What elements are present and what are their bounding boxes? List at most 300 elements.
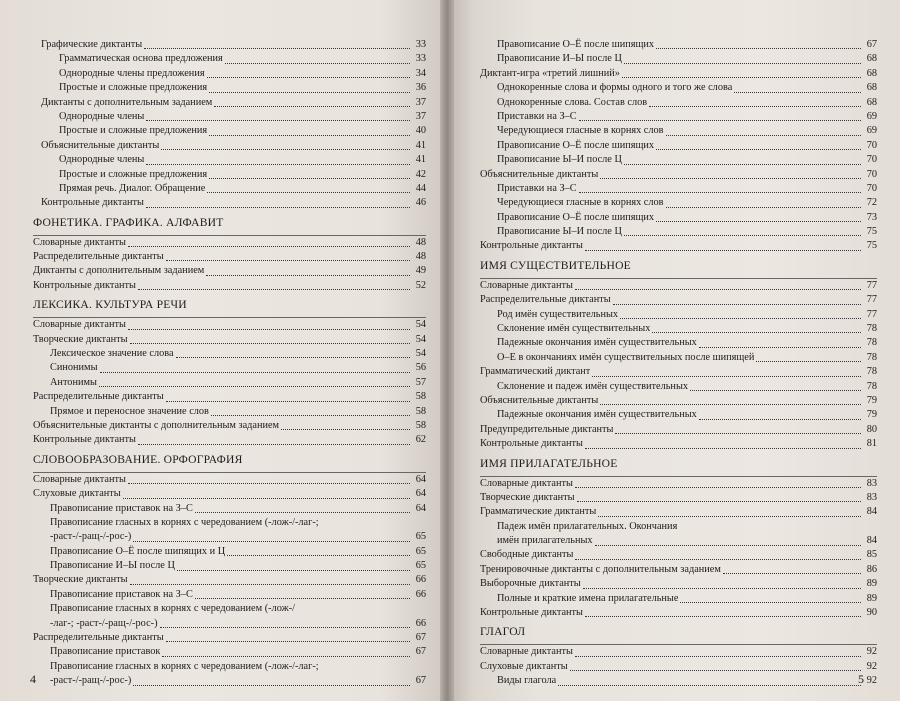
dot-leader — [195, 598, 410, 599]
dot-leader — [161, 149, 410, 150]
toc-entry-page: 92 — [866, 675, 877, 687]
toc-entry-page: 89 — [866, 578, 877, 590]
toc-entry-page: 37 — [415, 96, 426, 108]
dot-leader — [579, 192, 861, 193]
toc-entry-page: 44 — [415, 182, 426, 194]
dot-leader — [225, 63, 410, 64]
toc-entry — [33, 376, 426, 390]
toc-entry — [33, 487, 426, 501]
toc-entry-title: Простые и сложные предложения — [59, 168, 208, 180]
dot-leader — [281, 429, 410, 430]
toc-entry — [480, 153, 877, 167]
toc-entry — [33, 153, 426, 167]
toc-entry-title: Правописание приставок на З–С — [50, 502, 193, 514]
toc-entry — [480, 196, 877, 210]
left-page — [0, 0, 447, 701]
dot-leader — [227, 555, 410, 556]
toc-entry-page: 70 — [866, 168, 877, 180]
toc-entry — [33, 96, 426, 110]
toc-entry — [33, 52, 426, 66]
dot-leader — [214, 106, 410, 107]
toc-entry-page: 84 — [866, 506, 877, 518]
toc-entry — [33, 196, 426, 210]
toc-entry-page: 48 — [415, 251, 426, 263]
toc-entry-title: Распределительные диктанты — [480, 294, 611, 306]
toc-entry-title: Объяснительные диктанты с дополнительным заданием — [33, 419, 280, 431]
toc-entry-page: 78 — [866, 351, 877, 363]
dot-leader — [160, 627, 410, 628]
toc-entry-title: Правописание Ы–И после Ц — [497, 154, 622, 166]
toc-entry-title: Виды глагола — [497, 675, 557, 687]
toc-entry-page: 78 — [866, 366, 877, 378]
toc-entry-title: Словарные диктанты — [480, 279, 573, 291]
section-heading: ИМЯ ПРИЛАГАТЕЛЬНОЕ — [480, 454, 877, 477]
toc-entry-page: 83 — [866, 491, 877, 503]
toc-entry — [33, 347, 426, 361]
toc-entry-page: 48 — [415, 236, 426, 248]
toc-entry-page: 68 — [866, 82, 877, 94]
toc-entry-title: имён прилагательных — [497, 535, 593, 547]
toc-entry — [480, 549, 877, 563]
toc-entry — [480, 351, 877, 365]
dot-leader — [652, 332, 861, 333]
toc-entry-title: Однокоренные слова. Состав слов — [497, 96, 648, 108]
toc-entry — [33, 545, 426, 559]
dot-leader — [577, 501, 861, 502]
toc-entry — [33, 110, 426, 124]
toc-entry-continued — [33, 516, 426, 530]
toc-entry-continued — [480, 520, 877, 534]
toc-entry-title: Простые и сложные предложения — [59, 125, 208, 137]
toc-entry — [480, 336, 877, 350]
toc-entry — [480, 322, 877, 336]
toc-entry — [480, 67, 877, 81]
toc-entry — [480, 96, 877, 110]
toc-entry — [480, 592, 877, 606]
toc-entry — [480, 139, 877, 153]
toc-entry-title: Тренировочные диктанты с дополнительным заданием — [480, 563, 721, 575]
toc-entry-title: Диктанты с дополнительным заданием — [33, 265, 205, 277]
dot-leader — [209, 92, 410, 93]
toc-entry — [480, 168, 877, 182]
toc-entry-page: 70 — [866, 139, 877, 151]
toc-entry — [480, 38, 877, 52]
dot-leader — [128, 246, 410, 247]
toc-entry — [33, 631, 426, 645]
toc-entry-title: Падежные окончания имён существительных — [497, 337, 697, 349]
toc-entry — [33, 559, 426, 573]
toc-entry-page: 65 — [415, 560, 426, 572]
toc-entry — [480, 52, 877, 66]
toc-entry-page: 66 — [415, 574, 426, 586]
toc-entry — [480, 365, 877, 379]
toc-entry-page: 42 — [415, 168, 426, 180]
toc-entry — [480, 380, 877, 394]
toc-entry — [480, 423, 877, 437]
toc-entry-page: 58 — [415, 391, 426, 403]
toc-entry-page: 72 — [866, 197, 877, 209]
toc-entry — [33, 617, 426, 631]
toc-entry-title: Контрольные диктанты — [33, 279, 136, 291]
dot-leader — [575, 487, 861, 488]
dot-leader — [133, 685, 410, 686]
toc-entry-page: 81 — [866, 438, 877, 450]
toc-entry-title: Полные и краткие имена прилагательные — [497, 592, 679, 604]
toc-entry-title: Правописание О–Ё после шипящих — [497, 139, 655, 151]
toc-entry-title: Приставки на З–С — [497, 182, 577, 194]
toc-entry-page: 90 — [866, 607, 877, 619]
toc-entry — [33, 473, 426, 487]
dot-leader — [622, 77, 861, 78]
table-of-contents-right — [480, 38, 877, 689]
dot-leader — [699, 347, 861, 348]
toc-entry — [480, 225, 877, 239]
toc-entry-title: -раст-/-ращ-/-рос-) — [50, 675, 132, 687]
toc-entry-page: 73 — [866, 211, 877, 223]
toc-entry — [480, 577, 877, 591]
toc-entry-title: Словарные диктанты — [33, 236, 126, 248]
toc-entry — [33, 645, 426, 659]
toc-entry-title: Склонение и падеж имён существительных — [497, 380, 689, 392]
dot-leader — [128, 483, 410, 484]
toc-entry — [33, 279, 426, 293]
toc-entry-title: О–Е в окончаниях имён существительных после шипящей — [497, 351, 755, 363]
toc-entry-page: 79 — [866, 394, 877, 406]
dot-leader — [583, 588, 861, 589]
toc-entry-page: 68 — [866, 53, 877, 65]
toc-entry-page: 79 — [866, 409, 877, 421]
toc-entry — [480, 239, 877, 253]
toc-entry-title: Распределительные диктанты — [33, 632, 164, 644]
toc-entry — [33, 318, 426, 332]
toc-entry-title: Грамматический диктант — [480, 366, 591, 378]
toc-entry — [480, 606, 877, 620]
dot-leader — [600, 178, 861, 179]
dot-leader — [579, 120, 861, 121]
toc-entry-page: 80 — [866, 423, 877, 435]
toc-entry-title: Правописание О–Ё после шипящих — [497, 211, 655, 223]
toc-entry-page: 77 — [866, 294, 877, 306]
toc-entry — [480, 505, 877, 519]
toc-entry — [480, 279, 877, 293]
dot-leader — [206, 275, 410, 276]
toc-entry-page: 52 — [415, 279, 426, 291]
toc-entry-title: Правописание приставок — [50, 646, 161, 658]
toc-entry-page: 64 — [415, 488, 426, 500]
toc-entry-title: Творческие диктанты — [33, 574, 128, 586]
dot-leader — [144, 48, 410, 49]
dot-leader — [613, 304, 861, 305]
page-number-left: 4 — [30, 672, 36, 686]
toc-entry — [480, 477, 877, 491]
toc-entry-title: Правописание приставок на З–С — [50, 588, 193, 600]
toc-entry-title: Синонимы — [50, 362, 98, 374]
dot-leader — [680, 602, 861, 603]
toc-entry — [480, 534, 877, 548]
toc-entry — [480, 645, 877, 659]
toc-entry-page: 78 — [866, 337, 877, 349]
dot-leader — [166, 260, 410, 261]
toc-entry-title: Графические диктанты — [41, 38, 143, 50]
toc-entry-continued — [33, 660, 426, 674]
dot-leader — [600, 404, 861, 405]
toc-entry-page: 65 — [415, 531, 426, 543]
toc-entry-title: Распределительные диктанты — [33, 251, 164, 263]
toc-entry-page: 54 — [415, 319, 426, 331]
toc-entry-title: Контрольные диктанты — [480, 607, 583, 619]
toc-entry-title: Выборочные диктанты — [480, 578, 581, 590]
toc-entry — [33, 574, 426, 588]
section-heading: ЛЕКСИКА. КУЛЬТУРА РЕЧИ — [33, 295, 426, 318]
toc-entry-page: 78 — [866, 380, 877, 392]
toc-entry-title: Объяснительные диктанты — [480, 394, 599, 406]
toc-entry — [33, 67, 426, 81]
toc-entry-title: Словарные диктанты — [480, 646, 573, 658]
dot-leader — [624, 235, 861, 236]
dot-leader — [209, 135, 410, 136]
dot-leader — [162, 656, 410, 657]
dot-leader — [723, 573, 861, 574]
dot-leader — [656, 48, 861, 49]
toc-entry-title: Однородные члены — [59, 154, 145, 166]
toc-entry-page: 70 — [866, 182, 877, 194]
toc-entry-title: Прямое и переносное значение слов — [50, 405, 209, 417]
dot-leader — [592, 376, 861, 377]
toc-entry-page: 57 — [415, 376, 426, 388]
toc-entry — [480, 408, 877, 422]
toc-entry-page: 78 — [866, 323, 877, 335]
toc-entry — [480, 674, 877, 688]
dot-leader — [209, 178, 410, 179]
toc-entry-page: 33 — [415, 38, 426, 50]
toc-entry-page: 54 — [415, 333, 426, 345]
toc-entry-page: 92 — [866, 660, 877, 672]
toc-entry-title: Правописание гласных в корнях с чередованием (-лож-/-лаг-; — [50, 660, 319, 672]
dot-leader — [575, 289, 861, 290]
dot-leader — [138, 289, 410, 290]
toc-entry — [33, 81, 426, 95]
toc-entry-page: 41 — [415, 154, 426, 166]
toc-entry-page: 77 — [866, 308, 877, 320]
dot-leader — [146, 164, 410, 165]
toc-entry-page: 36 — [415, 82, 426, 94]
dot-leader — [656, 149, 861, 150]
toc-entry-page: 41 — [415, 139, 426, 151]
dot-leader — [570, 670, 861, 671]
toc-entry-page: 70 — [866, 154, 877, 166]
toc-entry-page: 62 — [415, 434, 426, 446]
toc-entry-title: Контрольные диктанты — [480, 438, 583, 450]
toc-entry-page: 40 — [415, 125, 426, 137]
toc-entry-title: Простые и сложные предложения — [59, 82, 208, 94]
toc-entry-title: Грамматические диктанты — [480, 506, 597, 518]
dot-leader — [585, 448, 861, 449]
toc-entry-title: Контрольные диктанты — [33, 434, 136, 446]
toc-entry-title: Предупредительные диктанты — [480, 423, 614, 435]
toc-entry-title: Склонение имён существительных — [497, 323, 651, 335]
section-heading: ИМЯ СУЩЕСТВИТЕЛЬНОЕ — [480, 256, 877, 279]
toc-entry-title: Антонимы — [50, 376, 97, 388]
dot-leader — [133, 541, 410, 542]
toc-entry-title: Правописание Ы–И после Ц — [497, 226, 622, 238]
toc-entry — [480, 81, 877, 95]
toc-entry-title: -раст-/-ращ-/-рос-) — [50, 531, 132, 543]
toc-entry-page: 66 — [415, 617, 426, 629]
dot-leader — [595, 545, 861, 546]
toc-entry — [33, 38, 426, 52]
toc-entry — [33, 250, 426, 264]
toc-entry-title: Падежные окончания имён существительных — [497, 409, 697, 421]
toc-entry-page: 37 — [415, 110, 426, 122]
dot-leader — [756, 361, 861, 362]
toc-entry-title: Словарные диктанты — [480, 477, 573, 489]
toc-entry — [480, 491, 877, 505]
toc-entry-title: Творческие диктанты — [480, 491, 575, 503]
toc-entry-title: Диктант-игра «третий лишний» — [480, 67, 620, 79]
toc-entry-page: 64 — [415, 502, 426, 514]
toc-entry-title: Диктанты с дополнительным заданием — [41, 96, 213, 108]
toc-entry — [33, 433, 426, 447]
dot-leader — [575, 559, 861, 560]
dot-leader — [690, 390, 861, 391]
toc-entry-page: 34 — [415, 67, 426, 79]
toc-entry-page: 83 — [866, 477, 877, 489]
toc-entry-title: Слуховые диктанты — [480, 660, 568, 672]
section-heading: ФОНЕТИКА. ГРАФИКА. АЛФАВИТ — [33, 213, 426, 236]
toc-entry — [33, 264, 426, 278]
section-heading: СЛОВООБРАЗОВАНИЕ. ОРФОГРАФИЯ — [33, 450, 426, 473]
toc-entry-page: 69 — [866, 125, 877, 137]
toc-entry — [33, 168, 426, 182]
dot-leader — [128, 329, 410, 330]
toc-entry-title: Падеж имён прилагательных. Окончания — [497, 520, 678, 532]
toc-entry-title: Прямая речь. Диалог. Обращение — [59, 182, 206, 194]
toc-entry — [480, 182, 877, 196]
dot-leader — [146, 120, 410, 121]
toc-entry-page: 64 — [415, 473, 426, 485]
toc-entry-continued — [33, 602, 426, 616]
dot-leader — [615, 433, 861, 434]
toc-entry-title: Чередующиеся гласные в корнях слов — [497, 125, 664, 137]
toc-entry — [480, 308, 877, 322]
toc-entry-page: 33 — [415, 53, 426, 65]
toc-entry-title: Свободные диктанты — [480, 549, 574, 561]
toc-entry — [33, 124, 426, 138]
dot-leader — [207, 192, 410, 193]
toc-entry — [33, 530, 426, 544]
dot-leader — [130, 584, 410, 585]
toc-entry — [480, 394, 877, 408]
dot-leader — [624, 63, 861, 64]
dot-leader — [166, 641, 410, 642]
dot-leader — [699, 419, 861, 420]
dot-leader — [558, 685, 861, 686]
toc-entry-title: Приставки на З–С — [497, 110, 577, 122]
toc-entry-page: 68 — [866, 67, 877, 79]
toc-entry-title: Словарные диктанты — [33, 319, 126, 331]
dot-leader — [130, 343, 410, 344]
dot-leader — [585, 616, 861, 617]
toc-entry-title: Правописание гласных в корнях с чередованием (-лож-/ — [50, 603, 295, 615]
dot-leader — [166, 401, 410, 402]
toc-entry-title: Объяснительные диктанты — [480, 168, 599, 180]
dot-leader — [100, 372, 411, 373]
toc-entry-title: Лексическое значение слова — [50, 348, 174, 360]
toc-entry-page: 77 — [866, 279, 877, 291]
toc-entry-page: 58 — [415, 419, 426, 431]
toc-entry-page: 65 — [415, 545, 426, 557]
toc-entry — [33, 333, 426, 347]
toc-entry — [480, 660, 877, 674]
dot-leader — [138, 444, 410, 445]
dot-leader — [146, 207, 410, 208]
toc-entry-title: Грамматическая основа предложения — [59, 53, 223, 65]
toc-entry — [33, 674, 426, 688]
toc-entry-page: 56 — [415, 362, 426, 374]
dot-leader — [666, 135, 861, 136]
toc-entry — [33, 405, 426, 419]
book-gutter — [440, 0, 454, 701]
dot-leader — [656, 221, 861, 222]
toc-entry-title: Объяснительные диктанты — [41, 139, 160, 151]
toc-entry — [480, 211, 877, 225]
dot-leader — [195, 512, 410, 513]
toc-entry-page: 67 — [415, 632, 426, 644]
dot-leader — [207, 77, 410, 78]
toc-entry-page: 67 — [866, 38, 877, 50]
dot-leader — [585, 250, 861, 251]
toc-entry — [480, 563, 877, 577]
toc-entry-page: 75 — [866, 240, 877, 252]
toc-entry-title: Правописание И–Ы после Ц — [50, 560, 175, 572]
toc-entry-page: 75 — [866, 226, 877, 238]
toc-entry — [33, 182, 426, 196]
toc-entry-page: 67 — [415, 646, 426, 658]
dot-leader — [176, 357, 410, 358]
toc-entry-title: -лаг-; -раст-/-ращ-/-рос-) — [50, 617, 158, 629]
toc-entry-title: Чередующиеся гласные в корнях слов — [497, 197, 664, 209]
toc-entry-title: Творческие диктанты — [33, 333, 128, 345]
table-of-contents-left — [33, 38, 426, 689]
toc-entry-page: 67 — [415, 675, 426, 687]
toc-entry-title: Правописание И–Ы после Ц — [497, 53, 622, 65]
page-number-right: 5 — [858, 672, 864, 686]
section-heading: ГЛАГОЛ — [480, 622, 877, 645]
dot-leader — [211, 415, 410, 416]
toc-entry-title: Однородные члены — [59, 110, 145, 122]
dot-leader — [666, 207, 861, 208]
toc-entry-title: Правописание гласных в корнях с чередованием (-лож-/-лаг-; — [50, 516, 319, 528]
toc-entry-title: Однородные члены предложения — [59, 67, 205, 79]
toc-entry-page: 68 — [866, 96, 877, 108]
toc-entry-page: 84 — [866, 535, 877, 547]
toc-entry — [33, 361, 426, 375]
toc-entry-page: 69 — [866, 110, 877, 122]
toc-entry-title: Однокоренные слова и формы одного и того же слова — [497, 82, 733, 94]
toc-entry — [480, 437, 877, 451]
dot-leader — [734, 92, 861, 93]
dot-leader — [575, 656, 861, 657]
toc-entry-page: 66 — [415, 588, 426, 600]
toc-entry — [33, 588, 426, 602]
toc-entry — [480, 110, 877, 124]
toc-entry — [33, 502, 426, 516]
toc-entry-page: 58 — [415, 405, 426, 417]
toc-entry-page: 54 — [415, 348, 426, 360]
toc-entry-title: Правописание О–Ё после шипящих и Ц — [50, 545, 226, 557]
dot-leader — [624, 164, 861, 165]
right-page — [447, 0, 900, 701]
